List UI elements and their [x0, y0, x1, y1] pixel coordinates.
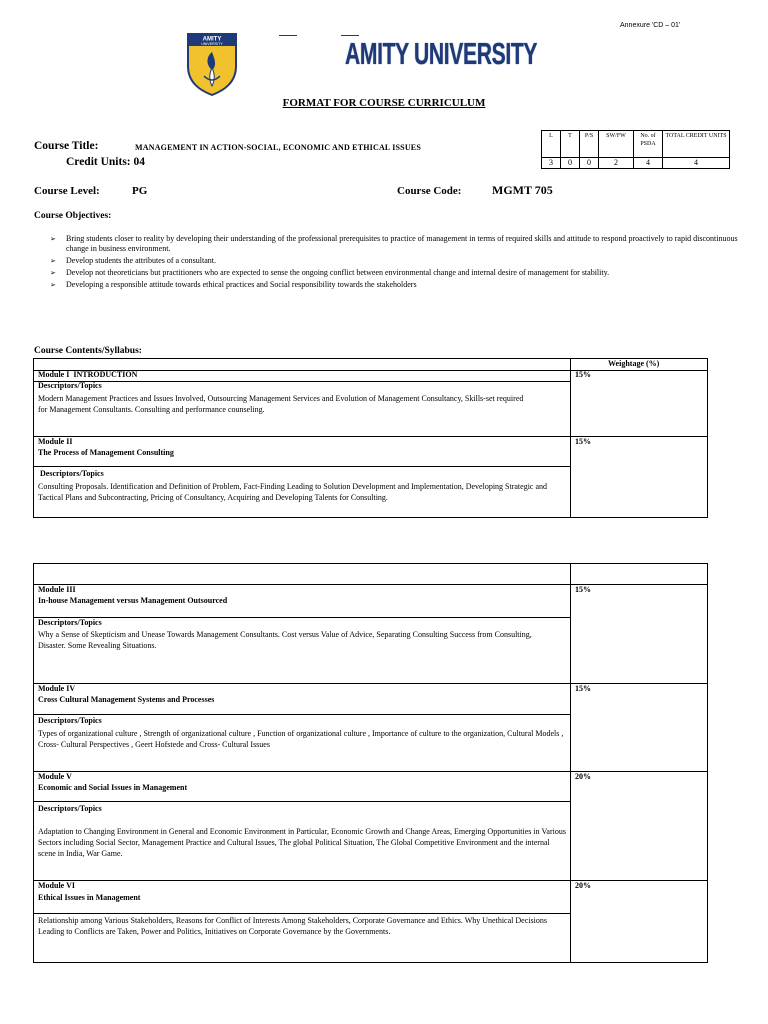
table-divider [33, 466, 571, 467]
credit-value: 0 [580, 158, 599, 169]
table-divider [33, 913, 571, 914]
weightage-header: Weightage (%) [608, 359, 660, 368]
table-divider [33, 683, 707, 684]
credit-value: 4 [663, 158, 730, 169]
credit-value: 4 [634, 158, 663, 169]
module-title: In-house Management versus Management Outsourced [38, 596, 228, 605]
module-heading: Module I INTRODUCTION [38, 370, 138, 379]
credit-header: T [561, 131, 580, 158]
descriptors-label: Descriptors/Topics [38, 716, 102, 725]
objective-item: ➢ Bring students closer to reality by developing their understanding of the professional prerequisites to practice of management in terms of required skills and attitude to respond proactively to rapid discontinuous change in business environment. [50, 234, 740, 254]
credit-value: 0 [561, 158, 580, 169]
module-weight: 15% [575, 437, 591, 446]
course-code-value: MGMT 705 [492, 183, 553, 197]
module-number: Module VI [38, 881, 75, 890]
module-weight: 20% [575, 772, 591, 781]
module-title: Cross Cultural Management Systems and Processes [38, 695, 215, 704]
course-level-value: PG [132, 185, 148, 197]
format-title: FORMAT FOR COURSE CURRICULUM [282, 97, 486, 109]
module-description: Why a Sense of Skepticism and Unease Towards Management Consultants. Cost versus Value of Advice, Separating Consulting Success from Consulting, Disaster. Some Revealing Situations. [38, 630, 532, 650]
module-title: Economic and Social Issues in Management [38, 783, 188, 792]
module-number: Module II [38, 437, 73, 446]
module-description: Relationship among Various Stakeholders, Reasons for Conflict of Interests Among Stakeholders, Corporate Governance and Ethics. Why Unethical Decisions Leading to Conflicts are Taken, Power and Politics, Initiatives on Corporate Governance by the Governments. [38, 916, 547, 936]
objectives-list [50, 234, 740, 292]
credit-header: L [542, 131, 561, 158]
module-description: Adaptation to Changing Environment in General and Economic Environment in Particular, Economic Growth and Change Areas, Emerging Opportunities in Various Sectors including Social Sector, Management Practice and Cultural Issues, The global Political Situation, The Global Competitive Environment and the internal scene in India, War Game. [38, 827, 566, 858]
table-divider [33, 880, 707, 881]
module-weight: 15% [575, 370, 591, 379]
table-divider [33, 617, 571, 618]
module-title: Ethical Issues in Management [38, 893, 141, 902]
descriptors-label: Descriptors/Topics [38, 618, 102, 627]
course-code-label: Course Code: [397, 185, 462, 197]
table-divider [33, 801, 571, 802]
logo-decoration-line [279, 35, 297, 36]
module-description: Consulting Proposals. Identification and Definition of Problem, Fact-Finding Leading to Solution Development and Implementation, Developing Strategic and Tactical Plans and Subcontracting, Pricing of Consultancy, Acquiring and Developing Talents for Consulting. [38, 482, 548, 502]
university-wordmark: AMITY UNIVERSITY [345, 36, 538, 71]
module-weight: 20% [575, 881, 591, 890]
table-divider [33, 584, 707, 585]
module-number: Module IV [38, 684, 76, 693]
table-divider [570, 563, 571, 962]
module-title: The Process of Management Consulting [38, 448, 174, 457]
credit-value: 2 [599, 158, 634, 169]
module-description: Types of organizational culture , Strength of organizational culture , Function of organizational culture , Importance of culture to the organization, Cultural Models , Cross- Cultural Perspectives , Geert Hofstede and Cross- Cultural Issues [38, 729, 564, 749]
module-number: Module III [38, 585, 76, 594]
credit-header: P/S [580, 131, 599, 158]
credit-header: No. of PSDA [634, 131, 663, 158]
objective-item: ➢ Develop not theoreticians but practitioners who are expected to sense the ongoing conflict between environmental change and internal desire of management for stability. [50, 268, 740, 278]
table-divider [33, 771, 707, 772]
module-weight: 15% [575, 684, 591, 693]
table-divider [33, 714, 571, 715]
svg-text:AMITY: AMITY [202, 36, 222, 43]
credit-value: 3 [542, 158, 561, 169]
descriptors-label: Descriptors/Topics [38, 804, 102, 813]
credit-units: Credit Units: 04 [66, 156, 146, 168]
objective-item: ➢ Develop students the attributes of a consultant. [50, 256, 740, 266]
course-level-label: Course Level: [34, 185, 100, 197]
course-title-label: Course Title: [34, 140, 99, 152]
syllabus-table-2 [33, 563, 708, 963]
objectives-heading: Course Objectives: [34, 211, 112, 221]
annexure-label: Annexure 'CD – 01' [620, 22, 681, 29]
module-number: Module V [38, 772, 72, 781]
table-divider [33, 381, 571, 382]
objective-item: ➢ Developing a responsible attitude towards ethical practices and Social responsibility towards the stakeholders [50, 280, 740, 290]
module-description: Modern Management Practices and Issues Involved, Outsourcing Management Services and Evolution of Management Consultancy, Skills-set required for Management Consultants. Consulting and performance counseling. [38, 394, 524, 414]
credit-header: SW/FW [599, 131, 634, 158]
descriptors-label: Descriptors/Topics [40, 469, 104, 478]
descriptors-label: Descriptors/Topics [38, 381, 102, 390]
svg-text:UNIVERSITY: UNIVERSITY [201, 42, 223, 46]
course-title-value: MANAGEMENT IN ACTION-SOCIAL, ECONOMIC AND ETHICAL ISSUES [135, 143, 421, 152]
module-weight: 15% [575, 585, 591, 594]
university-shield-logo [185, 32, 239, 96]
table-divider [33, 436, 707, 437]
contents-heading: Course Contents/Syllabus: [34, 346, 142, 356]
credit-header: TOTAL CREDIT UNITS [663, 131, 730, 158]
credit-units-table [541, 130, 730, 169]
